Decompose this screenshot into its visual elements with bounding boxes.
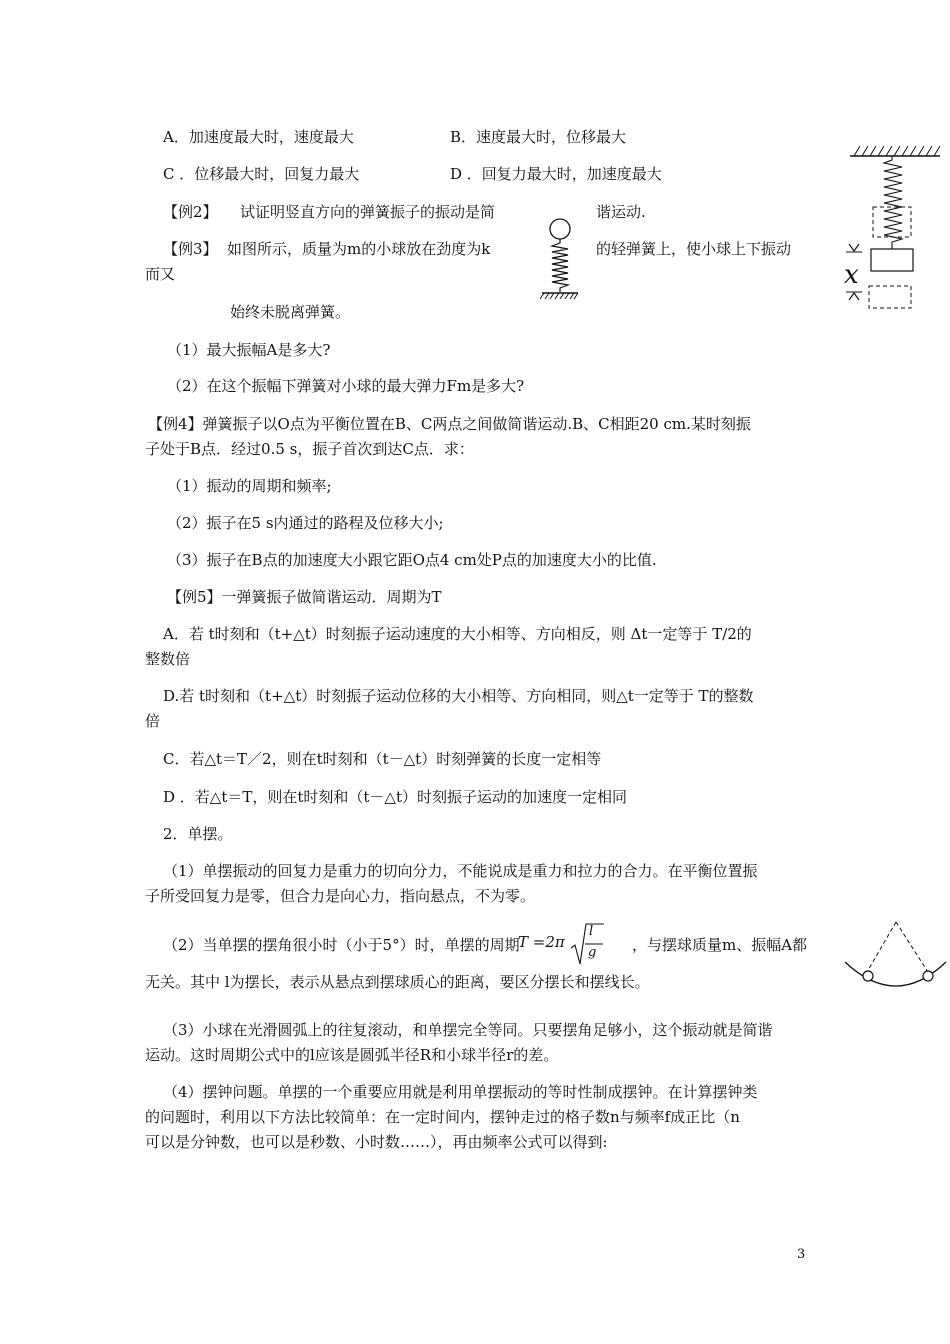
period-formula	[518, 920, 628, 970]
example-3-question-1: （1）最大振幅A是多大?	[167, 341, 331, 359]
section-2-p4-line-2: 的问题时，利用以下方法比较简单：在一定时间内，摆钟走过的格子数n与频率f成正比（n	[145, 1108, 740, 1126]
left-string-dashed	[867, 922, 896, 972]
example-3-tag: 【例3】	[163, 240, 218, 258]
formula-denominator: g	[588, 945, 597, 960]
page-number: 3	[797, 1247, 806, 1262]
right-string-dashed	[896, 922, 928, 972]
example-4-question-3: （3）振子在B点的加速度大小跟它距O点4 cm处P点的加速度大小的比值.	[167, 551, 657, 569]
example-3-text-3: 而又	[145, 265, 176, 283]
equilibrium-box-dashed	[873, 207, 911, 237]
section-2-p1-line-1: （1）单摆振动的回复力是重力的切向分力，不能说成是重力和拉力的合力。在平衡位置振	[163, 862, 758, 880]
spring-shape	[552, 239, 568, 292]
example-5-option-c: C．若△t＝T／2，则在t时刻和（t－△t）时刻弹簧的长度一定相等	[163, 750, 602, 768]
example-3-question-2: （2）在这个振幅下弹簧对小球的最大弹力Fm是多大?	[167, 377, 525, 395]
hanging-spring-figure	[840, 140, 944, 316]
example-3-text-2: 的轻弹簧上，使小球上下振动	[596, 240, 792, 258]
displacement-label: x	[844, 260, 859, 290]
example-4-question-2: （2）振子在5 s内通过的路程及位移大小;	[167, 514, 444, 532]
ball-shape	[550, 219, 570, 239]
option-a: A．加速度最大时，速度最大	[163, 128, 354, 146]
section-2-p1-line-2: 子所受回复力是零，但合力是向心力，指向悬点，不为零。	[145, 887, 536, 905]
example-4-question-1: （1）振动的周期和频率;	[167, 477, 332, 495]
arc-pendulum-figure	[842, 910, 948, 990]
arrow-up-icon	[849, 293, 859, 300]
option-c: C ．位移最大时，回复力最大	[163, 165, 360, 183]
ground-hatch	[540, 293, 578, 299]
section-2-p4-line-3: 可以是分钟数，也可以是秒数、小时数……），再由频率公式可以得到:	[145, 1133, 608, 1151]
example-3-text: 如图所示，质量为m的小球放在劲度为k	[227, 240, 491, 258]
section-2-p3-line-2: 运动。这时周期公式中的l应该是圆弧半径R和小球半径r的差。	[145, 1046, 559, 1064]
section-2-p2-line-1-pre: （2）当单摆的摆角很小时（小于5°）时，单摆的周期	[163, 936, 520, 954]
formula-lhs: T =2π	[518, 933, 565, 951]
example-5-head: 【例5】一弹簧振子做简谐运动．周期为T	[167, 588, 442, 606]
example-5-option-d: D ．若△t＝T，则在t时刻和（t－△t）时刻振子运动的加速度一定相同	[163, 788, 627, 806]
example-5-option-a-line-1: A．若 t时刻和（t+△t）时刻振子运动速度的大小相等、方向相反，则 Δt一定等于 T/2的	[163, 625, 752, 643]
example-4-line-1: 【例4】弹簧振子以O点为平衡位置在B、C两点之间做简谐运动.B、C相距20 cm.某时刻振	[148, 415, 751, 433]
right-ball	[923, 971, 933, 981]
example-2-text: 试证明竖直方向的弹簧振子的振动是简	[240, 203, 496, 221]
formula-numerator: l	[589, 924, 594, 939]
mass-box	[871, 249, 913, 271]
example-3-text-4: 始终未脱离弹簧。	[230, 303, 351, 321]
example-4-line-2: 子处于B点．经过0.5 s，振子首次到达C点．求：	[145, 440, 474, 458]
example-2-text-end: 谐运动.	[596, 203, 646, 221]
option-d: D ．回复力最大时，加速度最大	[450, 165, 662, 183]
hanging-spring-shape	[884, 156, 902, 249]
arrow-down-icon	[849, 244, 859, 251]
section-2-p3-line-1: （3）小球在光滑圆弧上的往复滚动，和单摆完全等同。只要摆角足够小，这个振动就是简谐	[163, 1021, 773, 1039]
example-2-tag: 【例2】	[163, 203, 218, 221]
displaced-box-dashed	[869, 286, 911, 308]
section-2-p2-line-2: 无关。其中 l为摆长，表示从悬点到摆球质心的距离，要区分摆长和摆线长。	[145, 973, 650, 991]
example-5-option-b-line-2: 倍	[145, 712, 161, 730]
example-5-option-a-line-2: 整数倍	[145, 650, 191, 668]
section-2-title: 2．单摆。	[163, 825, 233, 843]
left-ball	[863, 971, 873, 981]
example-5-option-b-line-1: D.若 t时刻和（t+△t）时刻振子运动位移的大小相等、方向相同，则△t一定等于 T的整数	[163, 687, 754, 705]
ceiling-hatch	[854, 146, 940, 156]
section-2-p4-line-1: （4）摆钟问题。单摆的一个重要应用就是利用单摆振动的等时性制成摆钟。在计算摆钟类	[163, 1083, 758, 1101]
option-b: B．速度最大时，位移最大	[450, 128, 627, 146]
section-2-p2-line-1-post: ，与摆球质量m、振幅A都	[632, 936, 808, 954]
spring-ball-figure	[536, 215, 584, 303]
